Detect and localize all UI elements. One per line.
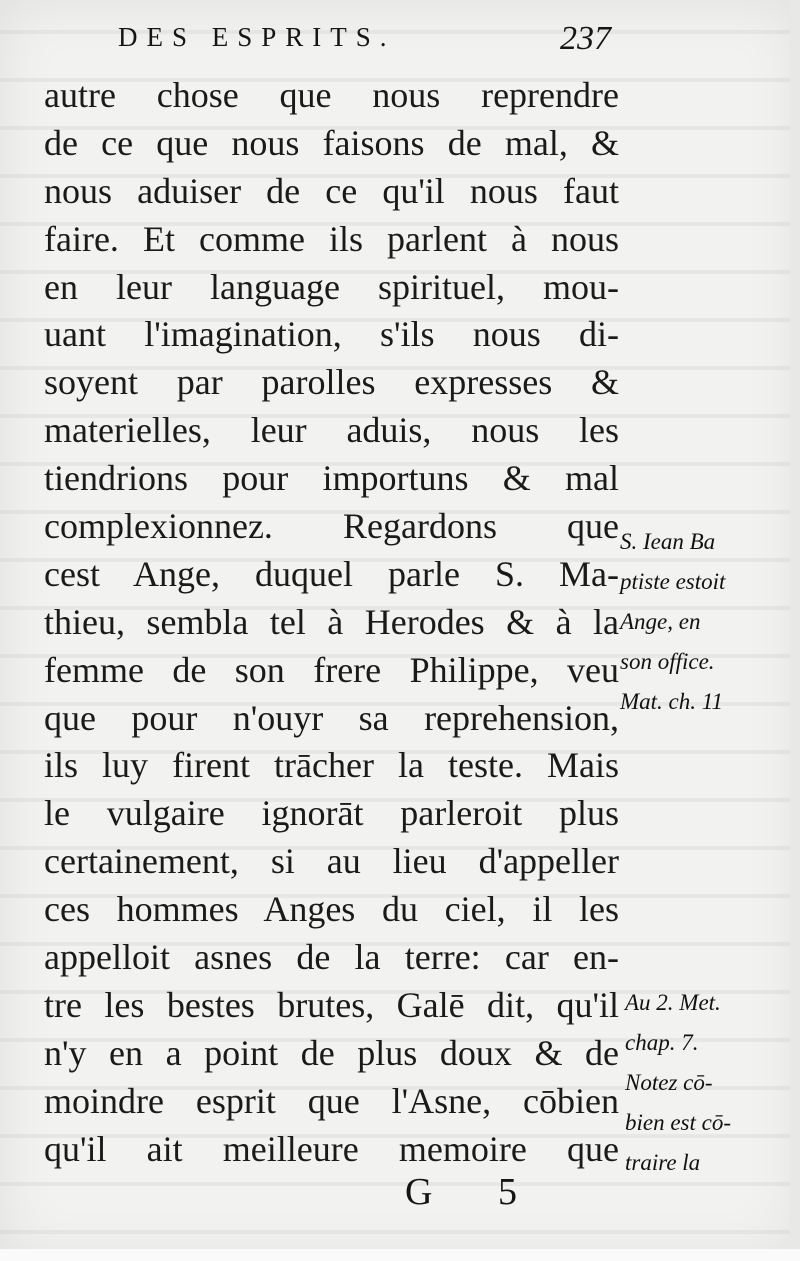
running-head: DES ESPRITS.: [118, 22, 396, 52]
margin-note-line: Au 2. Met.: [625, 990, 721, 1015]
text-line: certainement, si au lieu d'appeller: [44, 841, 619, 882]
body-text: [44, 72, 619, 1173]
text-line: le vulgaire ignorāt parleroit plus: [44, 793, 619, 834]
margin-note-line: Mat. ch. 11: [620, 689, 724, 714]
margin-note-line: ptiste estoit: [620, 569, 726, 594]
text-line: nous aduiser de ce qu'il nous faut: [44, 170, 619, 211]
margin-note-line: S. Iean Ba: [620, 529, 716, 554]
text-line: de ce que nous faisons de mal, &: [44, 122, 619, 163]
text-line: femme de son frere Philippe, veu: [44, 649, 619, 690]
text-line: soyent par parolles expresses &: [44, 362, 619, 403]
text-line: moindre esprit que l'Asne, cōbien: [44, 1080, 619, 1121]
text-line: appelloit asnes de la terre: car en-: [44, 937, 619, 978]
text-line: thieu, sembla tel à Herodes & à la: [44, 601, 619, 642]
text-line: tiendrions pour importuns & mal: [44, 458, 619, 499]
margin-note-line: bien est cō-: [625, 1110, 732, 1135]
text-line: ces hommes Anges du ciel, il les: [44, 889, 619, 930]
margin-note-galen: [625, 983, 795, 1183]
margin-note-line: Notez cō-: [625, 1070, 713, 1095]
margin-note-line: Ange, en: [620, 609, 701, 634]
text-line: que pour n'ouyr sa reprehension,: [44, 697, 619, 738]
margin-note-line: son office.: [620, 649, 715, 674]
text-line: complexionnez. Regardons que: [44, 506, 619, 547]
text-line: uant l'imagination, s'ils nous di-: [44, 314, 619, 355]
text-line: materielles, leur aduis, nous les: [44, 410, 619, 451]
text-line: faire. Et comme ils parlent à nous: [44, 218, 619, 259]
text-line: cest Ange, duquel parle S. Ma-: [44, 553, 619, 594]
margin-note-saint-john: [620, 522, 790, 722]
text-line: tre les bestes brutes, Galē dit, qu'il: [44, 984, 619, 1025]
margin-note-line: chap. 7.: [625, 1030, 699, 1055]
text-line: qu'il ait meilleure memoire que: [44, 1128, 619, 1169]
text-line: n'y en a point de plus doux & de: [44, 1032, 619, 1073]
signature-mark: G 5: [405, 1171, 545, 1213]
page-bottom-edge: [0, 1249, 800, 1261]
margin-note-line: traire la: [625, 1150, 701, 1175]
text-line: autre chose que nous reprendre: [44, 75, 619, 115]
page-number: 237: [560, 20, 611, 57]
text-line: en leur language spirituel, mou-: [44, 266, 619, 307]
text-line: ils luy firent trācher la teste. Mais: [44, 745, 619, 786]
